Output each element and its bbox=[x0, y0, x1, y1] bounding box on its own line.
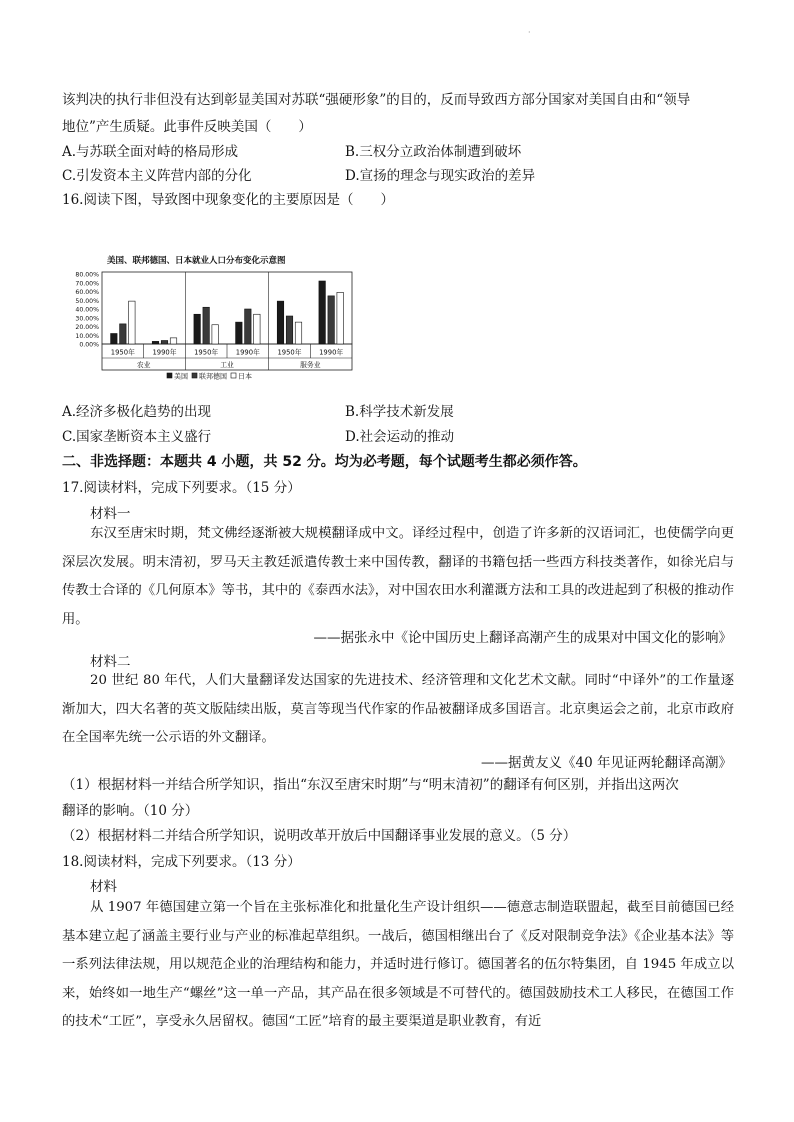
q15-option-b: B.三权分立政治体制遭到破坏 bbox=[345, 144, 522, 160]
bar-2 bbox=[245, 309, 252, 344]
q18-material-label: 材料 bbox=[90, 879, 117, 895]
y-tick-label: 80.00% bbox=[75, 271, 99, 279]
q17-sub1-line1: （1）根据材料一并结合所学知识，指出“东汉至唐宋时期”与“明末清初”的翻译有何区别，并指出这两次 bbox=[62, 777, 679, 793]
legend-swatch bbox=[192, 373, 197, 378]
q16-stem: 16.阅读下图，导致图中现象变化的主要原因是（ ） bbox=[62, 192, 394, 208]
y-tick-label: 20.00% bbox=[75, 324, 99, 331]
y-tick-label: 50.00% bbox=[75, 297, 99, 305]
bar-2 bbox=[203, 307, 210, 344]
bar-1 bbox=[152, 341, 159, 344]
q15-options-row2 bbox=[62, 166, 732, 186]
legend-label: 联邦德国 bbox=[199, 372, 227, 381]
bar-3 bbox=[129, 301, 136, 344]
q15-option-a: A.与苏联全面对峙的格局形成 bbox=[62, 144, 239, 160]
bar-1 bbox=[319, 281, 326, 344]
q18-stem: 18.阅读材料，完成下列要求。（13 分） bbox=[62, 854, 301, 870]
legend-label: 日本 bbox=[238, 372, 252, 381]
chart-title: 美国、联邦德国、日本就业人口分布变化示意图 bbox=[107, 256, 286, 266]
bar-3 bbox=[254, 314, 260, 344]
q15-option-c: C.引发资本主义阵营内部的分化 bbox=[62, 168, 252, 184]
bar-2 bbox=[286, 316, 293, 344]
y-tick-label: 10.00% bbox=[75, 332, 99, 340]
q16-options-row2 bbox=[62, 427, 732, 447]
plot-frame bbox=[102, 272, 352, 344]
q16-option-a: A.经济多极化趋势的出现 bbox=[62, 404, 212, 420]
y-tick-label: 70.00% bbox=[75, 280, 99, 288]
x-category-label: 1950年 bbox=[277, 348, 302, 357]
bar-3 bbox=[337, 292, 344, 344]
section-two-heading: 二、非选择题：本题共 4 小题，共 52 分。均为必考题，每个试题考生都必须作答。 bbox=[62, 454, 587, 470]
bar-3 bbox=[212, 325, 219, 344]
x-group-label: 农业 bbox=[136, 361, 151, 369]
q17-sub1-line2: 翻译的影响。（10 分） bbox=[62, 803, 199, 819]
q17-stem: 17.阅读材料，完成下列要求。（15 分） bbox=[62, 480, 301, 496]
legend-label: 美国 bbox=[174, 372, 188, 381]
q17-material-two-text bbox=[62, 667, 734, 753]
bar-3 bbox=[295, 322, 302, 344]
q16-option-c: C.国家垄断资本主义盛行 bbox=[62, 429, 212, 445]
x-group-label: 工业 bbox=[220, 361, 234, 369]
q17-material-one-label: 材料一 bbox=[90, 506, 131, 522]
legend-swatch bbox=[231, 373, 236, 378]
bar-3 bbox=[170, 338, 177, 344]
x-category-label: 1990年 bbox=[152, 348, 177, 357]
q16-option-d: D.社会运动的推动 bbox=[345, 429, 455, 445]
y-tick-label: 0.00% bbox=[79, 341, 99, 349]
q15-option-d: D.宣扬的理念与现实政治的差异 bbox=[345, 168, 536, 184]
q17-material-one-text bbox=[62, 520, 734, 634]
employment-chart bbox=[62, 240, 362, 390]
q16-options-row1 bbox=[62, 402, 732, 422]
q18-material-text bbox=[62, 894, 734, 1037]
q17-material-one-body: 东汉至唐宋时期，梵文佛经逐渐被大规模翻译成中文。译经过程中，创造了许多新的汉语词汇，也使儒学向更深层次发展。明末清初，罗马天主教廷派遣传教士来中国传教，翻译的书籍包括一些西方科技类著作，如徐光启与传教士合译的《几何原本》等书，其中的《泰西水法》，对中国农田水利灌溉方法和工具的改进起到了积极的推动作用。 bbox=[62, 526, 734, 627]
x-category-label: 1990年 bbox=[319, 348, 344, 357]
q15-stem-line2: 地位”产生质疑。此事件反映美国（ ） bbox=[62, 119, 312, 135]
q17-sub2: （2）根据材料二并结合所学知识，说明改革开放后中国翻译事业发展的意义。（5 分） bbox=[62, 828, 577, 844]
page-dot: · bbox=[528, 28, 531, 37]
chart-svg bbox=[62, 240, 362, 390]
bar-1 bbox=[111, 334, 118, 345]
q15-options-row1 bbox=[62, 142, 732, 162]
bar-1 bbox=[236, 322, 243, 344]
x-category-label: 1950年 bbox=[110, 348, 135, 357]
q15-stem-line1: 该判决的执行非但没有达到彰显美国对苏联“强硬形象”的目的，反而导致西方部分国家对美国自由和“领导 bbox=[62, 92, 691, 108]
x-category-label: 1990年 bbox=[235, 348, 260, 357]
bar-2 bbox=[328, 296, 335, 344]
q17-material-two-label: 材料二 bbox=[90, 654, 131, 670]
q18-material-body: 从 1907 年德国建立第一个旨在主张标准化和批量化生产设计组织——德意志制造联盟起，截至目前德国已经基本建立起了涵盖主要行业与产业的标准起草组织。一战后，德国相继出台了《反对限制竞争法》《企业基本法》等一系列法律法规，用以规范企业的治理结构和能力，并适时进行修订。德国著名的伍尔特集团，自 1945 年成立以来，始终如一地生产“螺丝”这一单一产品，其产品在很多领域是不可替代的。德国鼓励技术工人移民，在德国工作的技术“工匠”，享受永久居留权。德国“工匠”培育的最主要渠道是职业教育，有近 bbox=[62, 900, 734, 1029]
q17-material-two-body: 20 世纪 80 年代，人们大量翻译发达国家的先进技术、经济管理和文化艺术文献。同时“中译外”的工作量逐渐加大，四大名著的英文版陆续出版，莫言等现当代作家的作品被翻译成多国语言。北京奥运会之前，北京市政府在全国率先统一公示语的外文翻译。 bbox=[62, 673, 734, 745]
q17-material-two-source: ——据黄友义《40 年见证两轮翻译高潮》 bbox=[481, 755, 732, 771]
bar-1 bbox=[277, 301, 284, 344]
q16-option-b: B.科学技术新发展 bbox=[345, 404, 454, 420]
legend-swatch bbox=[167, 373, 172, 378]
y-tick-label: 60.00% bbox=[75, 289, 99, 296]
x-group-label: 服务业 bbox=[300, 361, 321, 369]
q17-material-one-source: ——据张永中《论中国历史上翻译高潮产生的成果对中国文化的影响》 bbox=[313, 630, 732, 646]
y-tick-label: 40.00% bbox=[75, 306, 99, 314]
bar-2 bbox=[161, 341, 168, 345]
y-tick-label: 30.00% bbox=[75, 315, 99, 323]
bar-2 bbox=[120, 324, 127, 344]
bar-1 bbox=[194, 314, 201, 344]
x-category-label: 1950年 bbox=[194, 348, 219, 357]
